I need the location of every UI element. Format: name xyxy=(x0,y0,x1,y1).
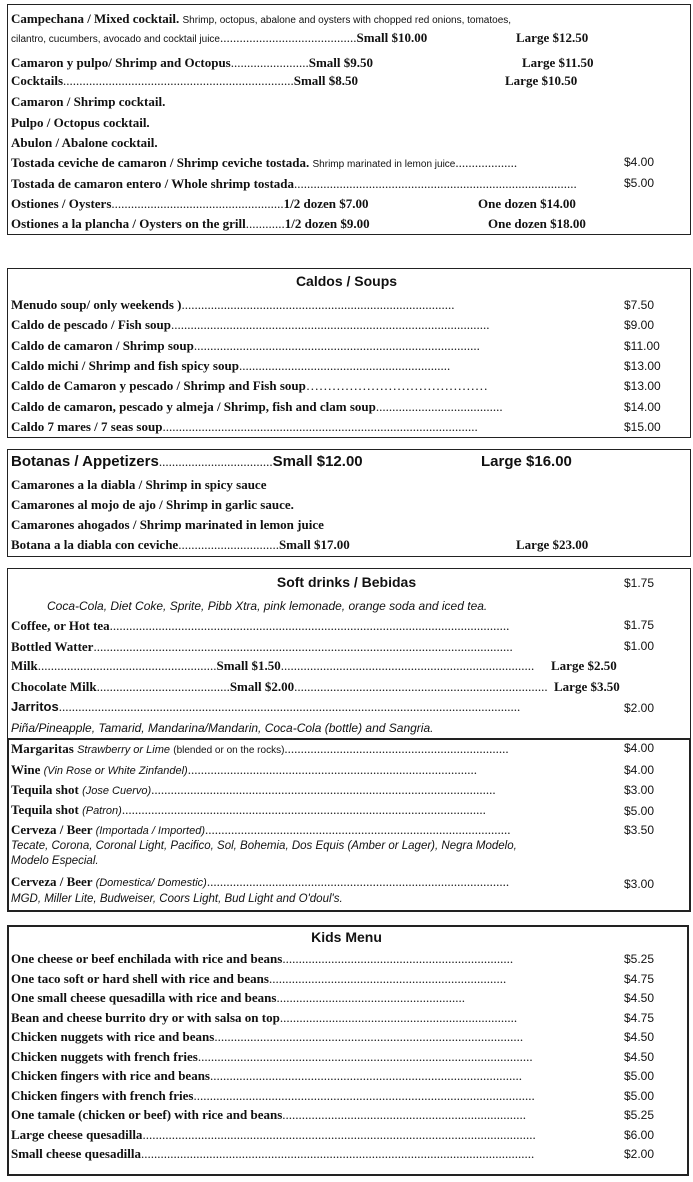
item-name: Wine xyxy=(11,762,41,777)
leader-dots: ....................................................................... xyxy=(282,951,514,966)
menu-item-camaron-pulpo xyxy=(11,54,373,71)
menu-item-water xyxy=(11,638,513,655)
item-name: One tamale (chicken or beef) with rice and beans xyxy=(11,1107,283,1122)
menu-item xyxy=(11,357,450,374)
price-small: Small $2.00 xyxy=(229,679,295,694)
item-price: $4.50 xyxy=(624,1030,655,1044)
item-price: $2.00 xyxy=(624,1147,655,1161)
item-description: MGD, Miller Lite, Budweiser, Coors Light, Bud Light and O'doul's. xyxy=(11,893,343,905)
leader-dots: ......................................................................... xyxy=(279,1009,518,1025)
menu-item-oysters-grill xyxy=(11,215,370,232)
leader-dots: .................................................................................................. xyxy=(171,317,490,333)
item-description: Strawberry or Lime xyxy=(77,744,170,756)
leader-dots: .................................................................................... xyxy=(181,297,455,312)
leader-dots: ................................................................................................................................. xyxy=(93,639,513,654)
leader-dots: ........................................................................................................................... xyxy=(109,618,510,633)
item-name: Milk xyxy=(11,658,38,673)
price-dozen: One dozen $14.00 xyxy=(478,196,576,211)
leader-dots: ........................ xyxy=(230,55,309,70)
item-price: $5.25 xyxy=(624,952,655,966)
menu-item xyxy=(11,398,503,415)
item-price: $6.00 xyxy=(624,1127,655,1142)
price-large: Large $3.50 xyxy=(554,679,620,694)
section-title: Soft drinks / Bebidas xyxy=(276,574,417,590)
item-description: (Vin Rose or White Zinfandel) xyxy=(43,765,188,777)
leader-dots: ............ xyxy=(245,216,285,231)
item-description: Shrimp marinated in lemon juice xyxy=(312,159,456,170)
section-title: Kids Menu xyxy=(311,929,382,945)
leader-dots: ......................................................................................................... xyxy=(193,1087,535,1103)
menu-item-tequila-patron xyxy=(11,801,486,820)
appetizers-header xyxy=(11,452,363,472)
item-description: (Domestica/ Domestic) xyxy=(95,877,207,889)
menu-item xyxy=(11,337,480,354)
item-price: $5.00 xyxy=(624,804,655,818)
leader-dots: ....................................................................................................... xyxy=(197,1048,533,1064)
item-name: Caldo de camaron, pescado y almeja / Shrimp, fish and clam soup xyxy=(11,398,376,414)
price-dozen: One dozen $18.00 xyxy=(488,216,586,231)
item-name: Jarritos xyxy=(11,699,59,714)
item-price: $11.00 xyxy=(624,338,660,353)
menu-item xyxy=(11,970,506,987)
item-description: Piña/Pineapple, Tamarid, Mandarina/Mandarin, Coca-Cola (bottle) and Sangria. xyxy=(11,721,434,735)
menu-item-botana-diabla xyxy=(11,536,350,553)
item-name: Bottled Watter xyxy=(11,639,94,654)
leader-dots: ............................... xyxy=(178,537,279,552)
price-large: Large $16.00 xyxy=(481,453,572,470)
item-name: Large cheese quesadilla xyxy=(11,1126,143,1142)
item-name: Ostiones / Oysters xyxy=(11,196,112,211)
item-price: $15.00 xyxy=(624,419,661,434)
leader-dots: ................................................................. xyxy=(238,357,451,373)
item-description: Tecate, Corona, Coronal Light, Pacifico, Sol, Bohemia, Dos Equis (Amber or Lager), Negra Modelo, xyxy=(11,840,517,852)
price-small: Small $10.00 xyxy=(356,30,428,45)
menu-item-shrimp-cocktail: Camaron / Shrimp cocktail. xyxy=(11,94,166,109)
item-description: Coca-Cola, Diet Coke, Sprite, Pibb Xtra, pink lemonade, orange soda and iced tea. xyxy=(47,599,488,613)
item-name: Cerveza / Beer xyxy=(11,874,93,889)
leader-dots: ................................................................................................................ xyxy=(121,802,486,817)
price-small: Small $17.00 xyxy=(278,537,350,552)
menu-item-tostada-entero xyxy=(11,175,577,192)
item-name: Tequila shot xyxy=(11,802,79,817)
item-name: Campechana / Mixed cocktail. xyxy=(11,11,180,26)
item-price: $4.75 xyxy=(624,1010,655,1025)
menu-item-beer-domestic xyxy=(11,873,509,892)
menu-item-cocktails xyxy=(11,72,358,89)
leader-dots: .......................................................................................................... xyxy=(151,782,496,797)
menu-item xyxy=(11,989,465,1006)
leader-dots: ......................................... xyxy=(96,679,230,694)
leader-dots: ................... xyxy=(455,155,518,170)
leader-dots: ....................................................................................... xyxy=(294,176,577,191)
menu-item-campechana-cont xyxy=(11,29,427,48)
menu-item xyxy=(11,950,513,967)
item-description: (Jose Cuervo) xyxy=(82,785,152,797)
item-name: Tequila shot xyxy=(11,782,79,797)
leader-dots: ....................................................................... xyxy=(63,73,294,88)
menu-item-tequila-cuervo xyxy=(11,781,496,800)
item-price: $5.00 xyxy=(624,1088,655,1103)
menu-item-shrimp-diabla: Camarones a la diabla / Shrimp in spicy sauce xyxy=(11,477,267,492)
item-price: $7.50 xyxy=(624,298,655,312)
item-price: $3.00 xyxy=(624,877,655,891)
item-price: $4.00 xyxy=(624,741,655,755)
item-price: $1.00 xyxy=(624,639,655,653)
menu-item-margaritas xyxy=(11,740,509,759)
price-small: Small $12.00 xyxy=(272,453,363,470)
item-price: $2.00 xyxy=(624,701,655,715)
price-small: Small $9.50 xyxy=(308,55,374,70)
item-price: $5.00 xyxy=(624,176,655,190)
item-name: Small cheese quesadilla xyxy=(11,1146,142,1161)
price-large: Large $11.50 xyxy=(522,55,594,70)
item-description: (Patron) xyxy=(82,805,122,817)
leader-dots: ............................................................................................... xyxy=(214,1029,524,1044)
item-description: cilantro, cucumbers, avocado and cocktail juice xyxy=(11,34,220,45)
leader-dots: ....................................................... xyxy=(37,658,217,673)
leader-dots: ................................................................................................ xyxy=(209,1068,522,1083)
leader-dots: ......................................................................................................................... xyxy=(141,1146,535,1161)
leader-dots: …………………………………… xyxy=(305,378,488,394)
price-small: Small $1.50 xyxy=(216,658,281,673)
section-title: Botanas / Appetizers xyxy=(11,453,159,470)
item-name: Chocolate Milk xyxy=(11,679,97,694)
menu-item-beer-imported xyxy=(11,821,511,840)
item-name: Tostada ceviche de camaron / Shrimp ceviche tostada. xyxy=(11,155,310,170)
menu-item xyxy=(11,1106,526,1123)
item-note: (blended or on the rocks) xyxy=(173,745,285,756)
item-price: $13.00 xyxy=(624,379,661,394)
leader-dots: ..................................................................... xyxy=(284,741,509,756)
leader-dots: .............................................................................................................................................. xyxy=(58,699,521,714)
leader-dots: ............................................................................................. xyxy=(206,874,510,889)
item-name: Coffee, or Hot tea xyxy=(11,618,110,633)
menu-item-milk xyxy=(11,657,534,674)
menu-item xyxy=(11,1028,523,1045)
menu-item-shrimp-garlic: Camarones al mojo de ajo / Shrimp in garlic sauce. xyxy=(11,497,294,512)
item-name: Cocktails xyxy=(11,73,63,88)
item-name: Caldo de Camaron y pescado / Shrimp and Fish soup xyxy=(11,378,306,394)
item-name: Bean and cheese burrito dry or with salsa on top xyxy=(11,1009,280,1025)
leader-dots: ........................................................................................ xyxy=(193,337,480,353)
item-name: Caldo michi / Shrimp and fish spicy soup xyxy=(11,357,239,373)
leader-dots: ..................................................... xyxy=(111,196,284,211)
item-name: Botana a la diabla con ceviche xyxy=(11,537,179,552)
item-name: One cheese or beef enchilada with rice and beans xyxy=(11,951,283,966)
leader-dots: .............................................................................................. xyxy=(205,822,511,837)
leader-dots: .......................................................... xyxy=(276,990,465,1005)
price-half-dozen: 1/2 dozen $7.00 xyxy=(283,196,369,211)
price-large: Large $2.50 xyxy=(551,658,617,673)
item-name: Chicken fingers with french fries xyxy=(11,1087,194,1103)
item-name: Caldo de camaron / Shrimp soup xyxy=(11,337,194,353)
leader-dots: .............................................................................. xyxy=(280,658,535,673)
item-name: Margaritas xyxy=(11,741,74,756)
leader-dots: .............................................................................. xyxy=(294,679,548,694)
item-name: Chicken nuggets with french fries xyxy=(11,1048,198,1064)
menu-item xyxy=(11,1126,536,1143)
leader-dots: ................................... xyxy=(158,454,273,469)
item-description: (Importada / Imported) xyxy=(95,825,206,837)
item-name: Caldo de pescado / Fish soup xyxy=(11,317,172,333)
item-price: $5.25 xyxy=(624,1108,655,1122)
item-price: $3.00 xyxy=(624,783,655,797)
item-price: $14.00 xyxy=(624,399,661,414)
price-large: Large $23.00 xyxy=(516,537,589,552)
item-price: $4.50 xyxy=(624,1049,655,1064)
item-price: $13.00 xyxy=(624,358,661,373)
menu-item-jarritos xyxy=(11,698,520,715)
item-name: Chicken nuggets with rice and beans xyxy=(11,1029,215,1044)
item-name: Cerveza / Beer xyxy=(11,822,93,837)
menu-item-oysters xyxy=(11,195,369,212)
item-description: Shrimp, octopus, abalone and oysters with chopped red onions, tomatoes, xyxy=(182,15,512,26)
menu-item-abalone-cocktail: Abulon / Abalone cocktail. xyxy=(11,135,158,150)
menu-item-chocolate-milk xyxy=(11,678,548,695)
item-price: $1.75 xyxy=(624,576,655,590)
item-name: One taco soft or hard shell with rice and beans xyxy=(11,970,269,986)
leader-dots: ......................................................................... xyxy=(268,970,507,986)
item-price: $1.75 xyxy=(624,618,655,632)
price-small: Small $8.50 xyxy=(293,73,359,88)
menu-item xyxy=(11,377,488,394)
item-price: $4.75 xyxy=(624,971,655,986)
menu-item xyxy=(11,1067,522,1084)
leader-dots: ......................................................................................................................... xyxy=(142,1126,536,1142)
item-price: $3.50 xyxy=(624,823,655,837)
menu-item-coffee xyxy=(11,617,509,634)
item-description: Modelo Especial. xyxy=(11,855,99,867)
menu-item-wine xyxy=(11,761,477,780)
menu-item-shrimp-ahogados: Camarones ahogados / Shrimp marinated in lemon juice xyxy=(11,517,324,532)
section-title: Caldos / Soups xyxy=(295,273,398,289)
item-name: Camaron y pulpo/ Shrimp and Octopus xyxy=(11,55,231,70)
leader-dots: ....................................... xyxy=(375,398,503,414)
item-name: Chicken fingers with rice and beans xyxy=(11,1068,210,1083)
item-name: Ostiones a la plancha / Oysters on the grill xyxy=(11,216,246,231)
menu-item xyxy=(11,1087,535,1104)
leader-dots: ......................................................................................... xyxy=(187,762,477,777)
menu-item xyxy=(11,1145,534,1162)
menu-item xyxy=(11,316,490,333)
menu-item xyxy=(11,296,454,313)
leader-dots: ........................................................................... xyxy=(282,1107,527,1122)
menu-item-tostada-ceviche xyxy=(11,154,517,173)
price-large: Large $10.50 xyxy=(505,73,578,88)
leader-dots: .......................................... xyxy=(220,30,357,45)
menu-item xyxy=(11,1048,533,1065)
item-name: One small cheese quesadilla with rice and beans xyxy=(11,990,277,1005)
menu-item-campechana xyxy=(11,10,511,29)
menu-item-octopus-cocktail: Pulpo / Octopus cocktail. xyxy=(11,115,150,130)
item-name: Caldo 7 mares / 7 seas soup xyxy=(11,418,163,434)
item-price: $5.00 xyxy=(624,1069,655,1083)
menu-item xyxy=(11,418,478,435)
menu-item xyxy=(11,1009,517,1026)
item-price: $4.00 xyxy=(624,155,655,169)
item-name: Menudo soup/ only weekends ) xyxy=(11,297,182,312)
item-price: $9.00 xyxy=(624,318,655,333)
item-price: $4.00 xyxy=(624,763,655,777)
price-half-dozen: 1/2 dozen $9.00 xyxy=(284,216,370,231)
price-large: Large $12.50 xyxy=(516,30,589,45)
leader-dots: ................................................................................................. xyxy=(162,418,478,434)
item-price: $4.50 xyxy=(624,991,655,1005)
item-name: Tostada de camaron entero / Whole shrimp tostada xyxy=(11,176,295,191)
